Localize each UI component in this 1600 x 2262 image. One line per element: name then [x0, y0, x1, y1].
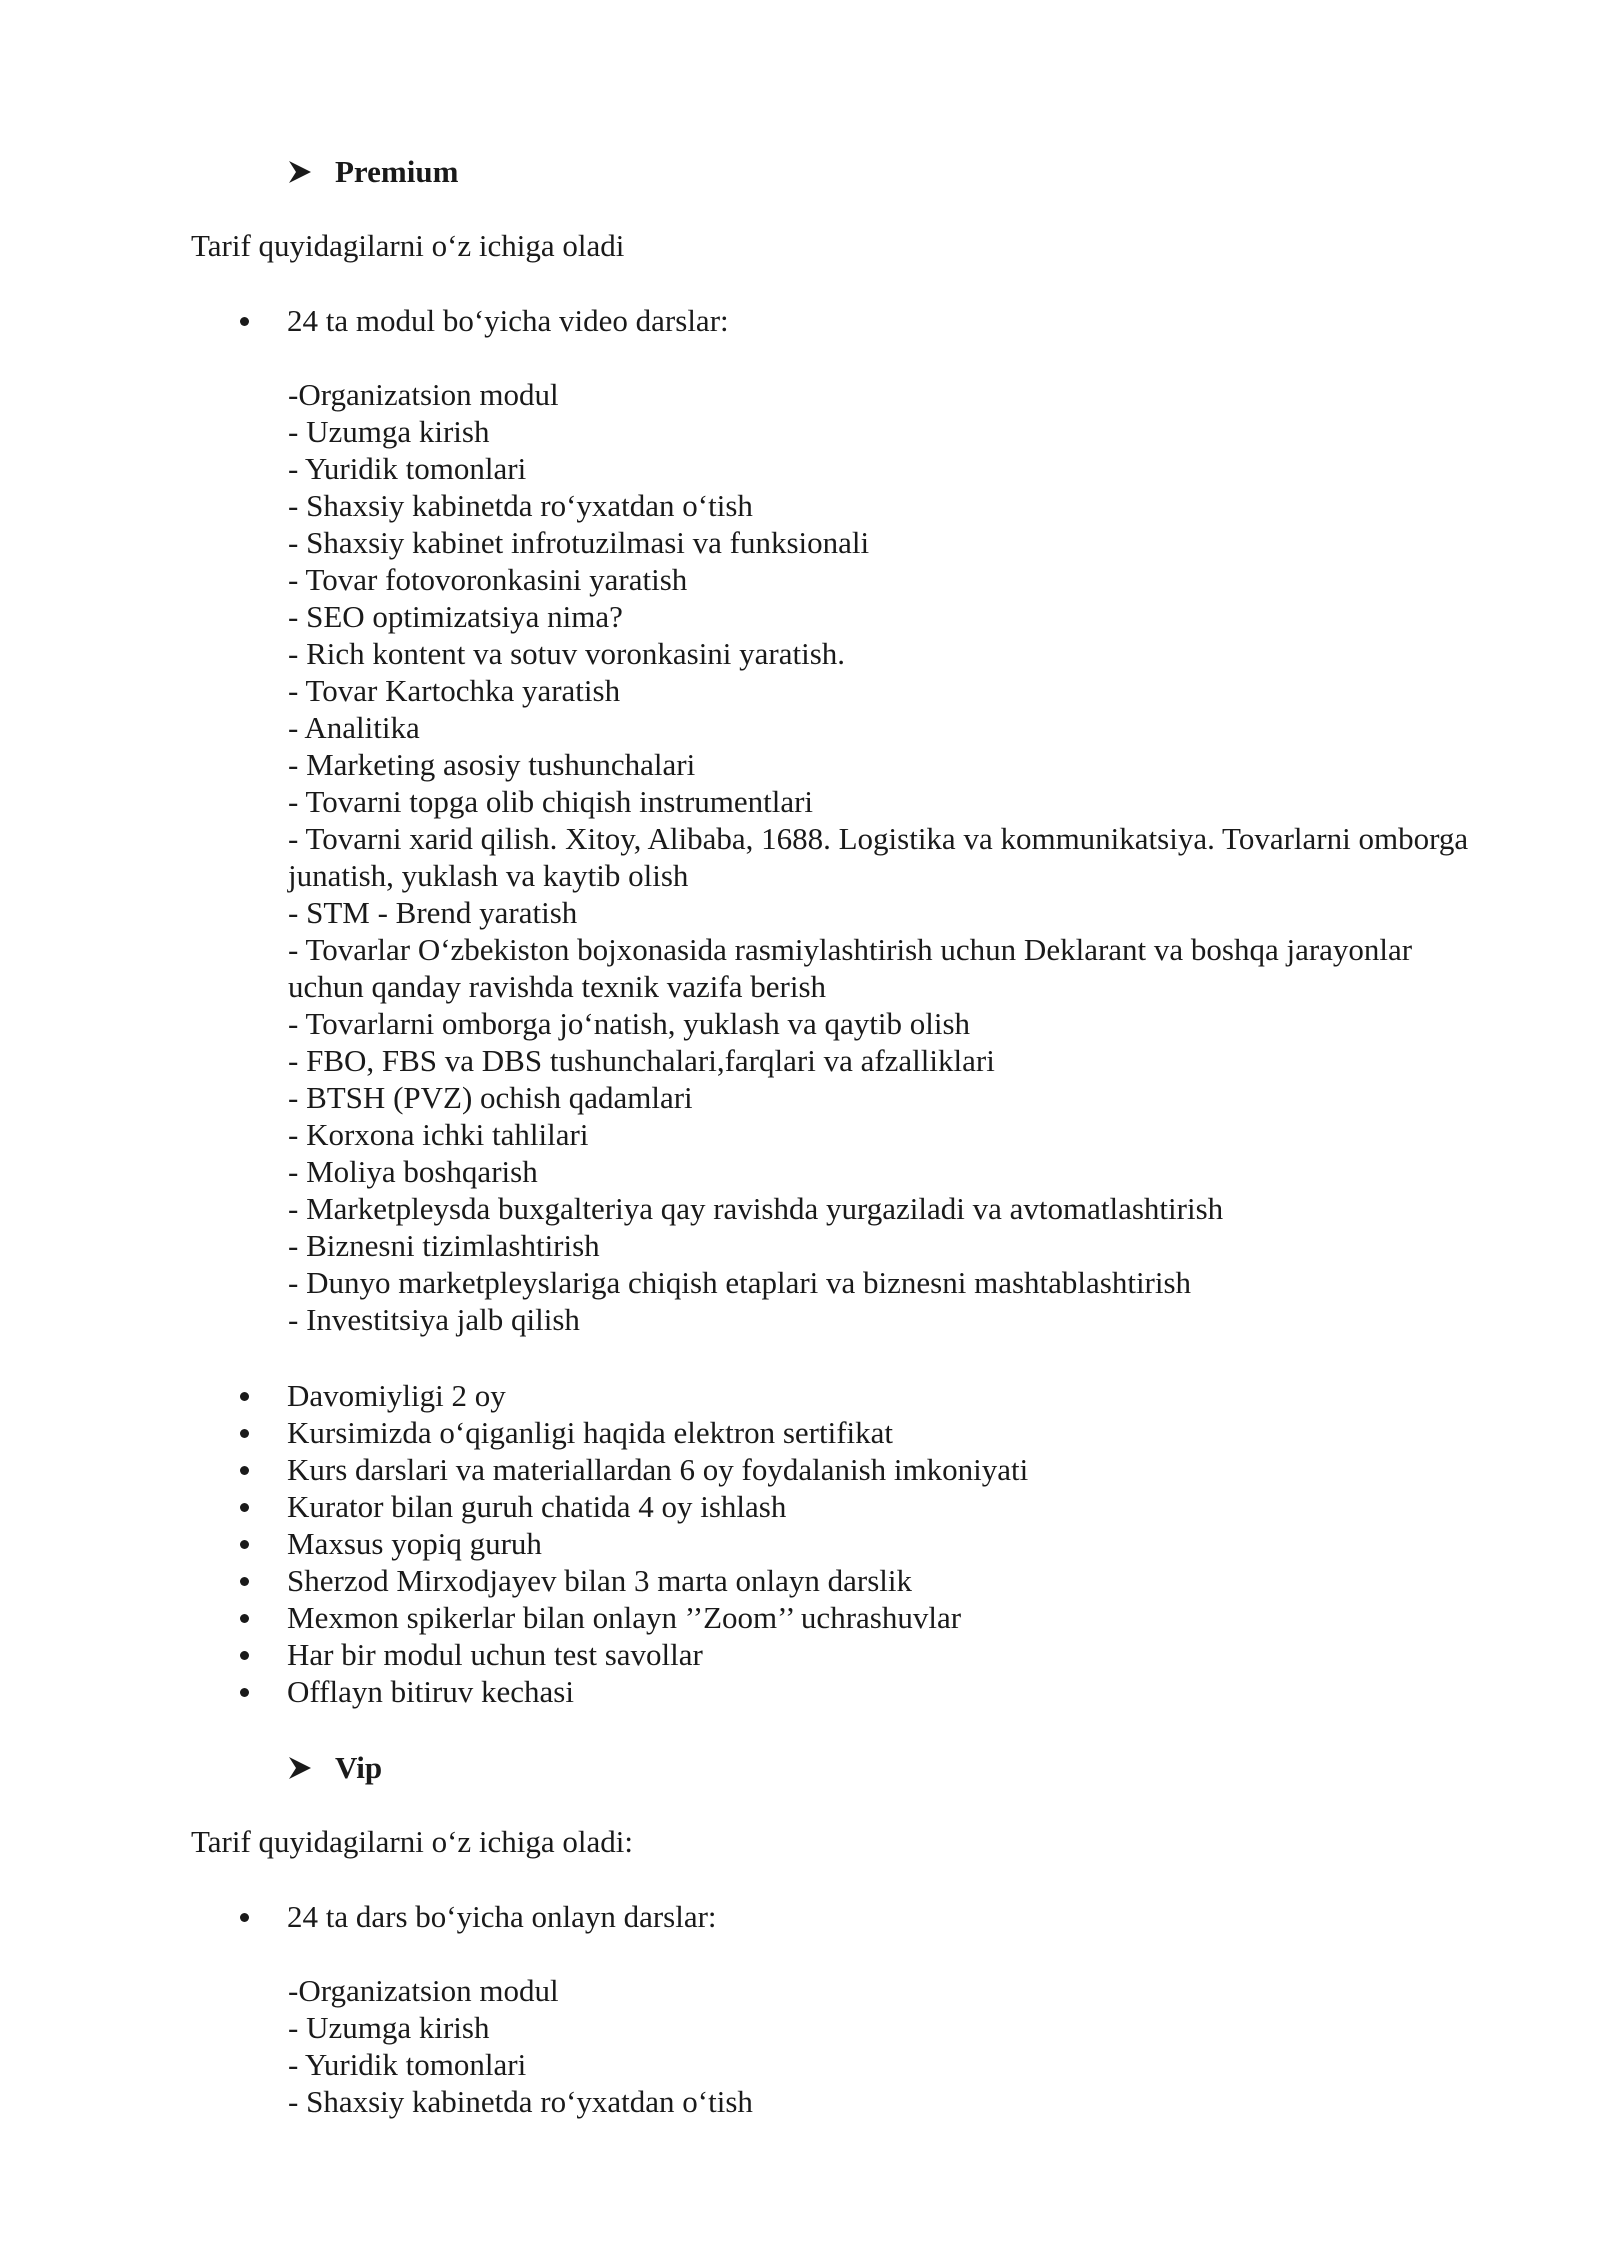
feature-label: Kurs darslari va materiallardan 6 oy foydalanish imkoniyati	[287, 1452, 1029, 1487]
feature-item	[240, 1488, 1028, 1525]
module-item: -Organizatsion modul	[288, 1973, 559, 2008]
vip-modules-list	[288, 1972, 1488, 2120]
module-item: - Shaxsiy kabinetda ro‘yxatdan o‘tish	[288, 2084, 753, 2119]
module-item: - FBO, FBS va DBS tushunchalari,farqlari va afzalliklari	[288, 1043, 995, 1078]
feature-label: Mexmon spikerlar bilan onlayn ’’Zoom’’ uchrashuvlar	[287, 1600, 962, 1635]
feature-item	[240, 1525, 1028, 1562]
feature-item	[240, 1377, 1028, 1414]
premium-modules-bullet	[240, 302, 729, 339]
feature-item	[240, 1562, 1028, 1599]
bullet-dot-icon	[240, 1466, 249, 1475]
module-item: - Moliya boshqarish	[288, 1154, 538, 1189]
premium-features-list	[240, 1377, 1028, 1710]
vip-heading-label: Vip	[335, 1750, 383, 1785]
module-item: - Dunyo marketpleyslariga chiqish etaplari va biznesni mashtablashtirish	[288, 1265, 1192, 1300]
bullet-dot-icon	[240, 1614, 249, 1623]
module-item: - Analitika	[288, 710, 420, 745]
feature-item	[240, 1451, 1028, 1488]
module-item: - Tovarni xarid qilish. Xitoy, Alibaba, 1688. Logistika va kommunikatsiya. Tovarlarni omborga junatish, yuklash va kaytib olish	[288, 821, 1469, 893]
bullet-dot-icon	[240, 1540, 249, 1549]
module-item: - STM - Brend yaratish	[288, 895, 578, 930]
premium-heading	[287, 153, 458, 190]
module-item: - Uzumga kirish	[288, 414, 490, 449]
bullet-dot-icon	[240, 1913, 249, 1922]
premium-modules-bullet-label: 24 ta modul bo‘yicha video darslar:	[287, 303, 729, 338]
module-item: - BTSH (PVZ) ochish qadamlari	[288, 1080, 693, 1115]
module-item: - SEO optimizatsiya nima?	[288, 599, 623, 634]
feature-label: Har bir modul uchun test savollar	[287, 1637, 703, 1672]
module-item: - Yuridik tomonlari	[288, 2047, 527, 2082]
vip-modules-bullet	[240, 1898, 717, 1935]
bullet-dot-icon	[240, 1577, 249, 1586]
feature-item	[240, 1599, 1028, 1636]
bullet-dot-icon	[240, 1503, 249, 1512]
feature-item	[240, 1673, 1028, 1710]
feature-label: Kurator bilan guruh chatida 4 oy ishlash	[287, 1489, 787, 1524]
module-item: - Uzumga kirish	[288, 2010, 490, 2045]
bullet-dot-icon	[240, 1651, 249, 1660]
vip-modules-bullet-label: 24 ta dars bo‘yicha onlayn darslar:	[287, 1899, 717, 1934]
module-item: -Organizatsion modul	[288, 377, 559, 412]
feature-label: Sherzod Mirxodjayev bilan 3 marta onlayn darslik	[287, 1563, 913, 1598]
arrow-bullet-icon	[287, 1755, 313, 1781]
feature-label: Offlayn bitiruv kechasi	[287, 1674, 574, 1709]
module-item: - Biznesni tizimlashtirish	[288, 1228, 600, 1263]
module-item: - Shaxsiy kabinetda ro‘yxatdan o‘tish	[288, 488, 753, 523]
premium-heading-label: Premium	[335, 154, 459, 189]
bullet-dot-icon	[240, 1429, 249, 1438]
module-item: - Marketpleysda buxgalteriya qay ravishda yurgaziladi va avtomatlashtirish	[288, 1191, 1224, 1226]
vip-heading	[287, 1749, 382, 1786]
feature-item	[240, 1636, 1028, 1673]
module-item: - Rich kontent va sotuv voronkasini yaratish.	[288, 636, 846, 671]
feature-label: Maxsus yopiq guruh	[287, 1526, 542, 1561]
module-item: - Tovarni topga olib chiqish instrumentlari	[288, 784, 814, 819]
module-item: - Korxona ichki tahlilari	[288, 1117, 589, 1152]
bullet-dot-icon	[240, 1688, 249, 1697]
bullet-dot-icon	[240, 317, 249, 326]
module-item: - Tovarlarni omborga jo‘natish, yuklash va qaytib olish	[288, 1006, 971, 1041]
arrow-bullet-icon	[287, 159, 313, 185]
feature-item	[240, 1414, 1028, 1451]
module-item: - Yuridik tomonlari	[288, 451, 527, 486]
module-item: - Investitsiya jalb qilish	[288, 1302, 580, 1337]
module-item: - Tovar Kartochka yaratish	[288, 673, 621, 708]
module-item: - Tovar fotovoronkasini yaratish	[288, 562, 688, 597]
module-item: - Shaxsiy kabinet infrotuzilmasi va funksionali	[288, 525, 870, 560]
vip-intro: Tarif quyidagilarni o‘z ichiga oladi:	[191, 1824, 634, 1859]
premium-intro: Tarif quyidagilarni o‘z ichiga oladi	[191, 228, 625, 263]
premium-modules-list	[288, 376, 1488, 1338]
module-item: - Marketing asosiy tushunchalari	[288, 747, 696, 782]
feature-label: Davomiyligi 2 oy	[287, 1378, 506, 1413]
bullet-dot-icon	[240, 1392, 249, 1401]
feature-label: Kursimizda o‘qiganligi haqida elektron sertifikat	[287, 1415, 894, 1450]
module-item: - Tovarlar O‘zbekiston bojxonasida rasmiylashtirish uchun Deklarant va boshqa jarayonlar uchun qanday ravishda texnik vazifa berish	[288, 932, 1413, 1004]
